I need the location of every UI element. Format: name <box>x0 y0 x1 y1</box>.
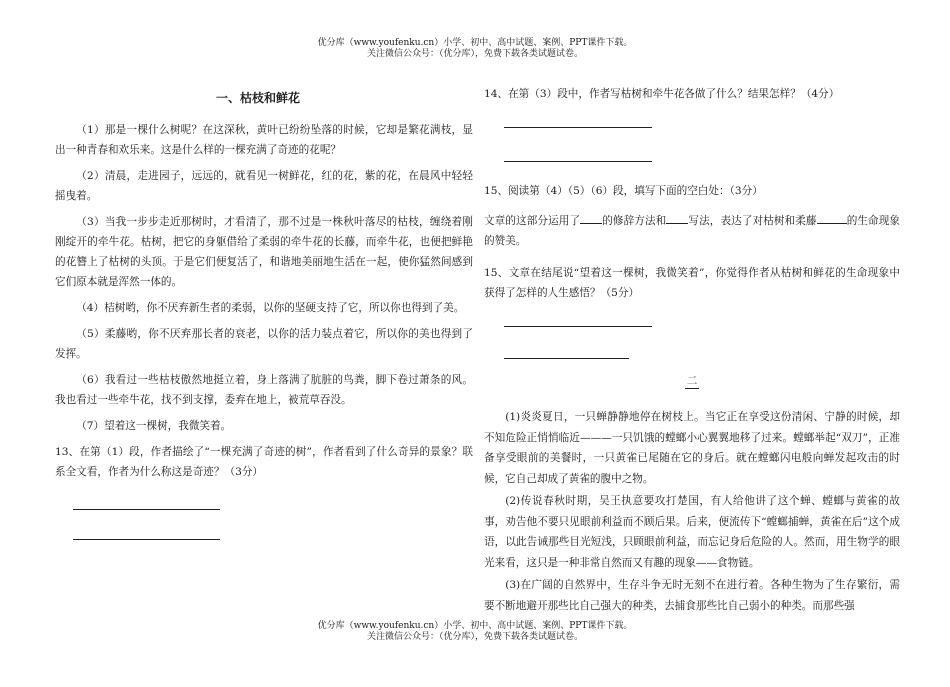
question-13: 13、在第（1）段，作者描绘了“一棵充满了奇迹的树”，作者看到了什么奇异的景象？联系全文看，作者为什么称这是奇迹？（3分） <box>55 446 473 478</box>
answer-line-14b <box>504 160 652 162</box>
blank-1[interactable] <box>580 211 602 224</box>
answer-line-15b <box>504 357 629 359</box>
passage-paragraph-5: （5）柔藤哟，你不厌弃那长者的衰老，以你的活力装点着它，所以你的美也得到了发挥。 <box>55 328 473 360</box>
footer-line-2: 关注微信公众号：（优分库），免费下载各类试题试卷。 <box>366 632 583 642</box>
answer-line-14a <box>504 126 652 128</box>
left-column <box>55 84 473 540</box>
passage2-paragraph-3: (3)在广阔的自然界中，生存斗争无时无刻不在进行着。各种生物为了生存繁衍，需要不断地避开那些比自己强大的种类，去捕食那些比自己弱小的种类。而那些强 <box>484 579 900 612</box>
section-two-mark: 二 <box>686 375 698 387</box>
fill-text-1: 文章的这部分运用了 <box>484 215 581 227</box>
header-line-2: 关注微信公众号：（优分库），免费下载各类试题试卷。 <box>366 49 583 59</box>
question-14: 14、在第（3）段中，作者写枯树和牵牛花各做了什么？结果怎样？（4分） <box>484 88 840 100</box>
passage-paragraph-3: （3）当我一步步走近那树时，才看清了，那不过是一株秋叶落尽的枯枝，缠绕着刚刚绽开的牵牛花。枯树，把它的身躯借给了柔弱的牵牛花的长藤，而牵牛花，也便把鲜艳的花簪上了枯树的头顶。于是它们便复活了，和谐地美丽地生活在一起，使你猛然间感到它们原本就是浑然一体的。 <box>55 216 473 288</box>
page-header <box>0 38 950 60</box>
question-15b: 15、文章在结尾说“望着这一棵树，我微笑着”，你觉得作者从枯树和鲜花的生命现象中获得了怎样的人生感悟？（5分） <box>484 267 900 299</box>
passage-paragraph-6: （6）我看过一些枯枝傲然地挺立着，身上落满了肮脏的鸟粪，脚下卷过萧条的风。我也看过一些牵牛花，找不到支撑，委弃在地上，被荒草吞没。 <box>55 374 473 406</box>
blank-2[interactable] <box>666 211 688 224</box>
fill-text-3: 写法，表达了对枯树和柔藤 <box>688 215 817 227</box>
fill-in-blank-sentence <box>484 211 900 251</box>
blank-3[interactable] <box>817 211 847 224</box>
passage2-paragraph-2: (2)传说春秋时期，吴王执意要攻打楚国，有人给他讲了这个蝉、螳螂与黄雀的故事，劝告他不要只见眼前利益而不顾后果。后来，便流传下“螳螂捕蝉，黄雀在后”这个成语，以此告诫那些目光短浅，只顾眼前利益，而忘记身后危险的人。然而，用生物学的眼光来看，这只是一种非常自然而又有趣的现象——食物链。 <box>484 495 900 569</box>
fill-text-4: 的生命现象的赞美。 <box>484 215 901 247</box>
answer-line-15a <box>504 325 652 327</box>
fill-text-2: 的修辞方法和 <box>602 215 667 227</box>
question-15a: 15、阅读第（4）（5）（6）段，填写下面的空白处：（3分） <box>484 185 763 197</box>
right-column <box>484 84 900 618</box>
footer-line-1: 优分库（www.youfenku.cn）小学、初中、高中试题、案例、PPT课件下载。 <box>317 621 633 631</box>
passage-paragraph-2: （2）清晨，走进园子，远远的，就看见一树鲜花，红的花，紫的花，在晨风中轻轻摇曳着。 <box>55 170 473 202</box>
passage2-paragraph-1: (1)炎炎夏日，一只蝉静静地停在树枝上。当它正在享受这份清闲、宁静的时候，却不知危险正悄悄临近———一只饥饿的螳螂小心翼翼地移了过来。螳螂举起“双刀”，正准备享受眼前的美餐时，一只黄雀已尾随在它的身后。就在螳螂闪电般向蝉发起攻击的时候，它自己却成了黄雀的腹中之物。 <box>484 411 900 485</box>
section-title: 一、枯枝和鲜花 <box>215 91 300 105</box>
answer-line-13b <box>73 538 220 540</box>
passage-paragraph-4: （4）桔树哟，你不厌弃新生者的柔弱，以你的坚硬支持了它，所以你也得到了美。 <box>76 302 465 314</box>
answer-line-13a <box>73 508 220 510</box>
header-line-1: 优分库（www.youfenku.cn）小学、初中、高中试题、案例、PPT课件下载。 <box>317 38 633 48</box>
page-footer <box>0 621 950 643</box>
passage-paragraph-1: （1）那是一棵什么树呢？在这深秋，黄叶已纷纷坠落的时候，它却是繁花满枝，显出一种青春和欢乐来。这是什么样的一棵充满了奇迹的花呢？ <box>55 124 473 156</box>
passage-paragraph-7: （7）望着这一棵树，我微笑着。 <box>76 420 232 432</box>
